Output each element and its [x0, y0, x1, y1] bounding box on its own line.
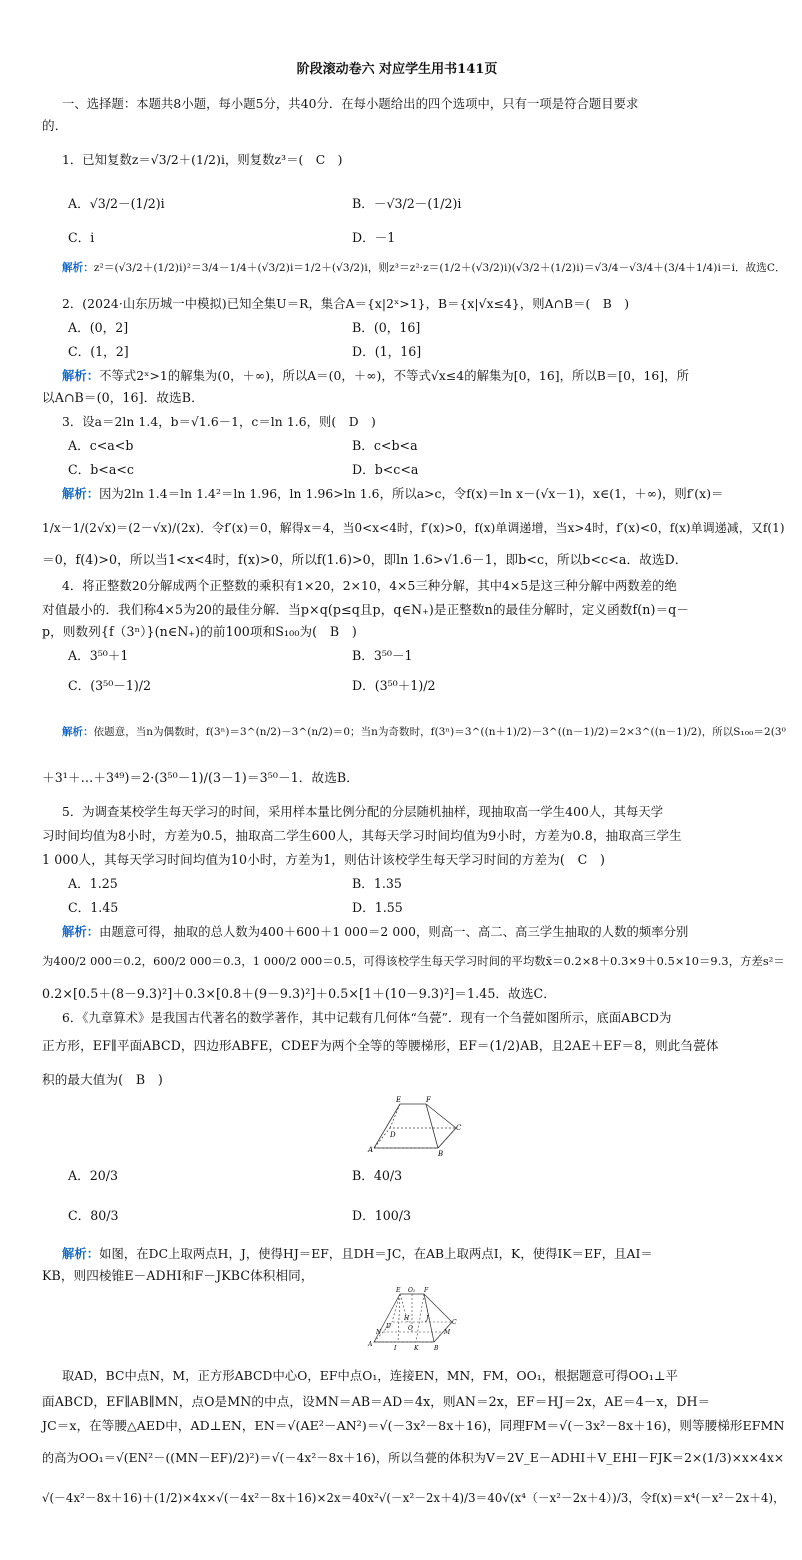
label-d: D	[390, 1131, 396, 1139]
q6-solution-cont5: 的高为OO₁＝√(EN²－((MN－EF)/2)²)＝√(－4x²－8x＋16)，所以刍甍的体积为V＝2V_E－ADHI＋V_EHI－FJK＝2×(1/3)×x×4x×	[42, 1451, 785, 1465]
q5-solution-cont: 为400/2 000＝0.2，600/2 000＝0.3，1 000/2 000＝0.5，可得该校学生每天学习时间的平均数x̄＝0.2×8＋0.3×9＋0.5×10＝9.3，方差s²＝	[42, 955, 785, 968]
q3-option-d: D．b<c<a	[352, 462, 419, 477]
q3-solution-cont: 1/x－1/(2√x)＝(2－√x)/(2x)．令f′(x)＝0，解得x＝4，当0<x<4时，f′(x)>0，f(x)单调递增，当x>4时，f′(x)<0，f(x)单调递减，又f(1)	[42, 521, 785, 535]
figure-chumeng	[360, 1092, 460, 1158]
q5-option-a: A．1.25	[68, 876, 118, 891]
solution-label: 解析：	[62, 1246, 100, 1261]
q5-stem: 5．为调查某校学生每天学习的时间，采用样本量比例分配的分层随机抽样，现抽取高一学生400人，其每天学	[62, 805, 664, 819]
solution-label: 解析：	[62, 262, 94, 274]
q6-solution-cont3: 面ABCD，EF∥AB∥MN，点O是MN的中点，设MN＝AB＝AD＝4x，则AN＝2x，EF＝HJ＝2x，AE＝4－x，DH＝	[42, 1394, 711, 1409]
figure-chumeng-construction	[364, 1284, 460, 1354]
q4-option-b: B．3⁵⁰－1	[352, 648, 413, 663]
label-b: B	[438, 1150, 444, 1158]
q4-option-a: A．3⁵⁰＋1	[68, 648, 129, 663]
edge-ed	[392, 1294, 400, 1322]
label-f: F	[426, 1096, 431, 1104]
q1-solution-text: z²＝(√3/2＋(1/2)i)²＝3/4－1/4＋(√3/2)i＝1/2＋(√3/2)i，则z³＝z²·z＝(1/2＋(√3/2)i)(√3/2＋(1/2)i)＝√3/4－√3/4＋(3/4＋1/4)i＝i．故选C．	[93, 262, 786, 274]
q6-stem-cont2: 积的最大值为( B )	[42, 1072, 163, 1087]
q6-solution-cont2: 取AD，BC中点N，M，正方形ABCD中心O，EF中点O₁，连接EN，MN，FM，OO₁，根据题意可得OO₁⊥平	[62, 1369, 678, 1383]
q3-option-a: A．c<a<b	[68, 438, 134, 453]
page-title: 阶段滚动卷六 对应学生用书141页	[296, 62, 498, 77]
q4-option-c: C．(3⁵⁰－1)/2	[68, 678, 152, 693]
label-n: N	[376, 1329, 382, 1336]
section-heading: 一、选择题：本题共8小题，每小题5分，共40分．在每小题给出的四个选项中，只有一项是符合题目要求	[62, 97, 639, 111]
q6-option-b: B．40/3	[352, 1168, 403, 1183]
q2-stem: 2．(2024·山东历城一中模拟)已知全集U＝R，集合A＝{x|2ˣ>1}，B＝{x|√x≤4}，则A∩B＝( B )	[62, 297, 630, 311]
q5-stem-cont: 习时间均值为8小时，方差为0.5，抽取高二学生600人，其每天学习时间均值为9小时，方差为0.8，抽取高三学生	[42, 828, 682, 843]
solution-label: 解析：	[62, 368, 100, 383]
q6-solution-text: 如图，在DC上取两点H，J，使得HJ＝EF，且DH＝JC，在AB上取两点I，K，使得IK＝EF，且AI＝	[99, 1247, 653, 1261]
q1-stem: 1．已知复数z＝√3/2＋(1/2)i，则复数z³＝( C )	[62, 153, 343, 167]
q3-solution	[62, 486, 802, 502]
q2-option-b: B．(0，16]	[352, 320, 421, 335]
q6-stem: 6．《九章算术》是我国古代著名的数学著作，其中记载有几何体“刍甍”．现有一个刍甍如图所示，底面ABCD为	[62, 1011, 672, 1025]
q2-option-d: D．(1，16]	[352, 344, 422, 359]
label-a: A	[368, 1146, 374, 1154]
q3-solution-text: 因为2ln 1.4＝ln 1.4²＝ln 1.96，ln 1.96>ln 1.6，所以a>c，令f(x)＝ln x－(√x－1)，x∈(1，＋∞)，则f′(x)＝	[99, 487, 724, 501]
label-h: H	[404, 1315, 410, 1322]
q5-solution	[62, 924, 802, 940]
edge-fk	[416, 1294, 424, 1342]
q5-stem-cont2: 1 000人，其每天学习时间均值为10小时，方差为1，则估计该校学生每天学习时间的方差为( C )	[42, 852, 606, 867]
label-m: M	[444, 1329, 451, 1336]
edge-ed	[390, 1104, 400, 1128]
q5-option-c: C．1.45	[68, 900, 119, 915]
q1-option-d: D．－1	[352, 230, 396, 245]
q1-option-b: B．－√3/2－(1/2)i	[352, 196, 462, 211]
q3-stem: 3．设a＝2ln 1.4，b＝√1.6－1，c＝ln 1.6，则( D )	[62, 415, 376, 429]
label-i: I	[394, 1345, 397, 1352]
q4-stem-cont2: p，则数列{f（3ⁿ）}(n∈N₊)的前100项和S₁₀₀为( B )	[42, 624, 357, 639]
q6-solution	[62, 1246, 802, 1262]
label-o1: O₁	[408, 1287, 416, 1294]
q3-option-b: B．c<b<a	[352, 438, 418, 453]
q4-option-d: D．(3⁵⁰＋1)/2	[352, 678, 436, 693]
edge-fc	[426, 1104, 456, 1128]
base-abcd	[374, 1128, 456, 1148]
q2-option-c: C．(1，2]	[68, 344, 129, 359]
edge-ei	[398, 1294, 400, 1342]
label-c: C	[456, 1124, 462, 1132]
q5-option-d: D．1.55	[352, 900, 403, 915]
q4-solution-cont: ＋3¹＋…＋3⁴⁹)＝2·(3⁵⁰－1)/(3－1)＝3⁵⁰－1．故选B．	[42, 770, 359, 785]
edge-fb	[426, 1104, 438, 1148]
q1-option-c: C．i	[68, 230, 95, 245]
label-b: B	[434, 1345, 439, 1352]
q5-option-b: B．1.35	[352, 876, 402, 891]
q1-option-a: A．√3/2－(1/2)i	[68, 196, 165, 211]
q6-solution-cont4: JC＝x，在等腰△AED中，AD⊥EN，EN＝√(AE²－AN²)＝√(－3x²－8x＋16)，同理FM＝√(－3x²－8x＋16)，则等腰梯形EFMN	[42, 1418, 785, 1433]
q1-solution	[62, 260, 802, 276]
q4-stem: 4．将正整数20分解成两个正整数的乘积有1×20，2×10，4×5三种分解，其中4×5是这三种分解中两数差的绝	[62, 579, 677, 593]
q2-solution-cont: 以A∩B＝(0，16]．故选B．	[42, 390, 204, 405]
q2-solution-text: 不等式2ˣ>1的解集为(0，＋∞)，所以A＝(0，＋∞)，不等式√x≤4的解集为[0，16]，所以B＝[0，16]，所	[99, 369, 689, 383]
q6-solution-cont6: √(－4x²－8x＋16)＋(1/2)×4x×√(－4x²－8x＋16)×2x＝40x²√(－x²－2x＋4)/3＝40√(x⁴（－x²－2x＋4）)/3，令f(x)＝x⁴(－x²－2x＋4)，	[42, 1491, 785, 1505]
q5-solution-cont2: 0.2×[0.5＋(8－9.3)²]＋0.3×[0.8＋(9－9.3)²]＋0.5×[1＋(10－9.3)²]＝1.45．故选C．	[42, 986, 556, 1001]
solution-label: 解析：	[62, 726, 94, 738]
q6-option-c: C．80/3	[68, 1208, 119, 1223]
q5-solution-text: 由题意可得，抽取的总人数为400＋600＋1 000＝2 000，则高一、高二、高三学生抽取的人数的频率分别	[99, 925, 689, 939]
q3-option-c: C．b<a<c	[68, 462, 134, 477]
q6-stem-cont: 正方形，EF∥平面ABCD，四边形ABFE，CDEF为两个全等的等腰梯形，EF＝(1/2)AB，且2AE＋EF＝8，则此刍甍体	[42, 1038, 719, 1053]
label-d: D	[386, 1323, 391, 1330]
q3-solution-cont2: ＝0，f(4)>0，所以当1<x<4时，f(x)>0，所以f(1.6)>0，即ln 1.6>√1.6－1，即b<c，所以b<c<a．故选D．	[42, 552, 688, 567]
q6-option-d: D．100/3	[352, 1208, 411, 1223]
q6-option-a: A．20/3	[68, 1168, 118, 1183]
label-j: J	[426, 1315, 429, 1322]
label-a: A	[368, 1341, 373, 1348]
q4-stem-cont: 对值最小的．我们称4×5为20的最佳分解．当p×q(p≤q且p，q∈N₊)是正整数n的最佳分解时，定义函数f(n)＝q－	[42, 602, 690, 617]
q4-solution-text: 依题意，当n为偶数时，f(3ⁿ)＝3^(n/2)－3^(n/2)＝0；当n为奇数时，f(3ⁿ)＝3^((n＋1)/2)－3^((n－1)/2)＝2×3^((n－1)/2)，所以S₁₀₀＝2(3⁰	[93, 726, 786, 738]
label-e: E	[396, 1287, 401, 1294]
edge-ea	[374, 1104, 400, 1148]
section-heading-cont: 的．	[42, 118, 68, 133]
q2-solution	[62, 368, 802, 384]
edge-bc	[438, 1128, 456, 1148]
solution-label: 解析：	[62, 486, 100, 501]
label-f: F	[424, 1287, 429, 1294]
label-o: O	[408, 1325, 413, 1332]
q6-solution-cont: KB，则四棱锥E－ADHI和F－JKBC体积相同，	[42, 1268, 314, 1283]
label-k: K	[414, 1345, 419, 1352]
q2-option-a: A．(0，2]	[68, 320, 129, 335]
label-c: C	[452, 1319, 457, 1326]
label-e: E	[396, 1096, 402, 1104]
solution-label: 解析：	[62, 924, 100, 939]
q4-solution	[62, 724, 802, 740]
